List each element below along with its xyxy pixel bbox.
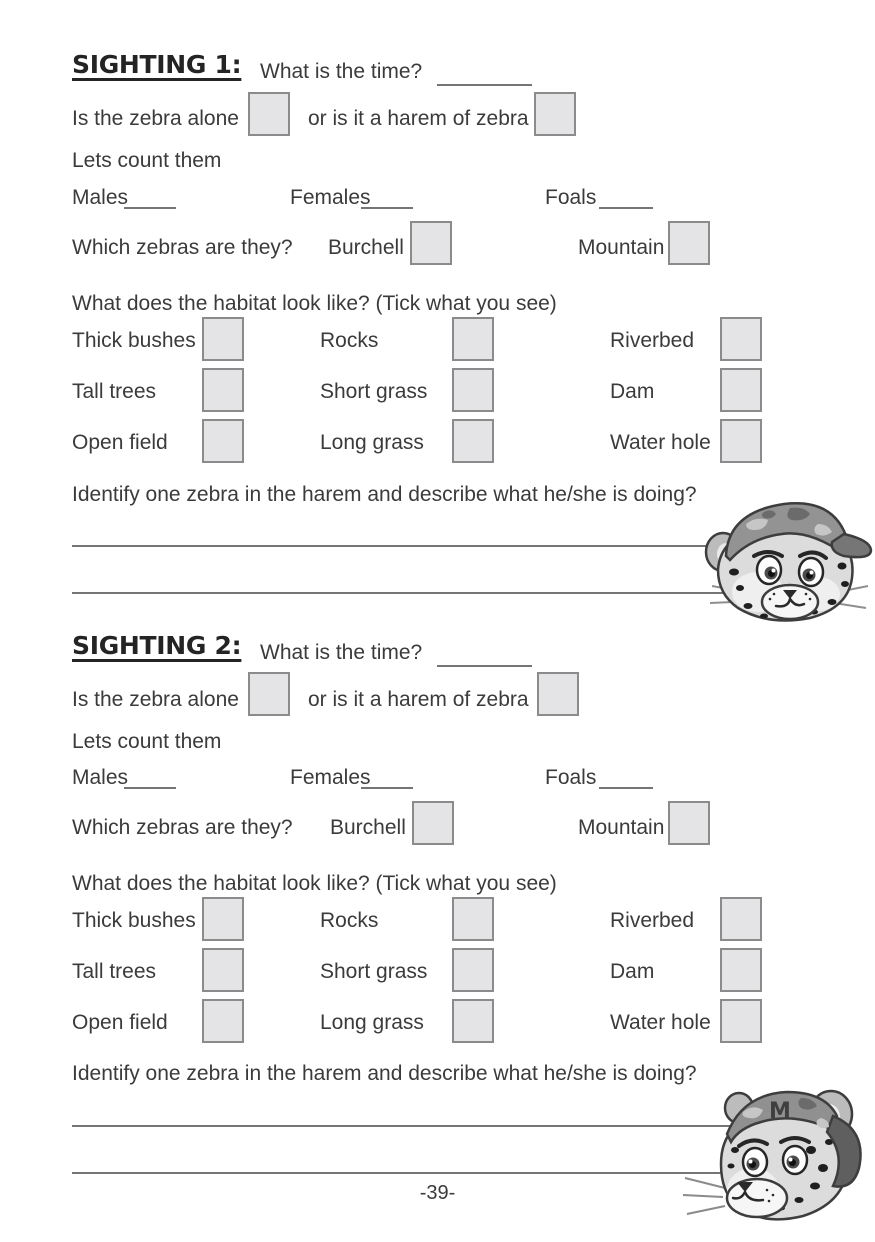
sighting1-habitat-short-grass-checkbox[interactable] — [452, 368, 494, 412]
mascot-cap-letter: M — [769, 1099, 791, 1124]
sighting2-mountain-label: Mountain — [578, 816, 665, 839]
sighting1-time-label: What is the time? — [260, 60, 423, 83]
sighting2-habitat-water-hole-label: Water hole — [610, 1011, 711, 1034]
sighting2-habitat-thick-bushes-label: Thick bushes — [72, 909, 196, 932]
sighting1-habitat-tall-trees-checkbox[interactable] — [202, 368, 244, 412]
sighting2-habitat-thick-bushes-checkbox[interactable] — [202, 897, 244, 941]
sighting1-females-label: Females — [290, 186, 371, 209]
sighting1-harem-label: or is it a harem of zebra — [308, 107, 529, 130]
sighting2-habitat-water-hole-checkbox[interactable] — [720, 999, 762, 1043]
sighting2-males-label: Males — [72, 766, 129, 789]
sighting1-habitat-label: What does the habitat look like? (Tick what you see) — [72, 292, 557, 315]
sighting2-habitat-riverbed-checkbox[interactable] — [720, 897, 762, 941]
sighting1-alone-label: Is the zebra alone — [72, 107, 239, 130]
sighting1-habitat-open-field-label: Open field — [72, 431, 168, 454]
sighting1-foals-label: Foals — [545, 186, 597, 209]
sighting1-habitat-riverbed-label: Riverbed — [610, 329, 695, 352]
sighting2-mountain-checkbox[interactable] — [668, 801, 710, 845]
leopard-mascot-illustration-top — [698, 490, 875, 623]
sighting1-harem-checkbox[interactable] — [534, 92, 576, 136]
leopard-mascot-illustration-bottom — [683, 1072, 875, 1242]
sighting1-habitat-dam-checkbox[interactable] — [720, 368, 762, 412]
sighting2-count-prompt: Lets count them — [72, 730, 222, 753]
sighting1-burchell-checkbox[interactable] — [410, 221, 452, 265]
sighting1-habitat-water-hole-label: Water hole — [610, 431, 711, 454]
sighting1-answer-line-1[interactable] — [72, 545, 747, 547]
sighting2-foals-label: Foals — [545, 766, 597, 789]
sighting2-harem-checkbox[interactable] — [537, 672, 579, 716]
sighting2-habitat-dam-label: Dam — [610, 960, 655, 983]
sighting2-habitat-short-grass-label: Short grass — [320, 960, 428, 983]
sighting1-habitat-long-grass-checkbox[interactable] — [452, 419, 494, 463]
page-number: -39- — [419, 1182, 456, 1204]
sighting2-females-label: Females — [290, 766, 371, 789]
sighting2-habitat-label: What does the habitat look like? (Tick what you see) — [72, 872, 557, 895]
sighting1-habitat-open-field-checkbox[interactable] — [202, 419, 244, 463]
sighting2-females-answer-line[interactable] — [361, 787, 413, 789]
sighting2-answer-line-2[interactable] — [72, 1172, 747, 1174]
sighting2-habitat-rocks-checkbox[interactable] — [452, 897, 494, 941]
sighting2-habitat-short-grass-checkbox[interactable] — [452, 948, 494, 992]
sighting1-habitat-thick-bushes-checkbox[interactable] — [202, 317, 244, 361]
sighting2-habitat-dam-checkbox[interactable] — [720, 948, 762, 992]
sighting2-habitat-rocks-label: Rocks — [320, 909, 379, 932]
sighting1-habitat-dam-label: Dam — [610, 380, 655, 403]
sighting1-mountain-label: Mountain — [578, 236, 665, 259]
sighting2-habitat-long-grass-checkbox[interactable] — [452, 999, 494, 1043]
sighting1-time-answer-line[interactable] — [437, 84, 532, 86]
sighting2-males-answer-line[interactable] — [124, 787, 176, 789]
sighting1-which-label: Which zebras are they? — [72, 236, 293, 259]
sighting1-habitat-tall-trees-label: Tall trees — [72, 380, 157, 403]
sighting2-burchell-checkbox[interactable] — [412, 801, 454, 845]
sighting1-heading: SIGHTING 1: — [72, 50, 242, 79]
sighting1-alone-checkbox[interactable] — [248, 92, 290, 136]
sighting1-males-label: Males — [72, 186, 129, 209]
sighting1-habitat-short-grass-label: Short grass — [320, 380, 428, 403]
sighting1-habitat-rocks-checkbox[interactable] — [452, 317, 494, 361]
sighting2-time-answer-line[interactable] — [437, 665, 532, 667]
sighting2-alone-checkbox[interactable] — [248, 672, 290, 716]
sighting1-count-prompt: Lets count them — [72, 149, 222, 172]
sighting1-males-answer-line[interactable] — [124, 207, 176, 209]
sighting2-habitat-long-grass-label: Long grass — [320, 1011, 424, 1034]
sighting2-identify-label: Identify one zebra in the harem and describe what he/she is doing? — [72, 1062, 697, 1085]
sighting2-habitat-riverbed-label: Riverbed — [610, 909, 695, 932]
sighting1-identify-label: Identify one zebra in the harem and describe what he/she is doing? — [72, 483, 697, 506]
sighting2-habitat-open-field-label: Open field — [72, 1011, 168, 1034]
sighting1-habitat-thick-bushes-label: Thick bushes — [72, 329, 196, 352]
sighting2-habitat-tall-trees-checkbox[interactable] — [202, 948, 244, 992]
sighting1-habitat-water-hole-checkbox[interactable] — [720, 419, 762, 463]
sighting1-mountain-checkbox[interactable] — [668, 221, 710, 265]
sighting2-harem-label: or is it a harem of zebra — [308, 688, 529, 711]
sighting2-habitat-open-field-checkbox[interactable] — [202, 999, 244, 1043]
sighting2-heading: SIGHTING 2: — [72, 631, 242, 660]
sighting1-burchell-label: Burchell — [328, 236, 404, 259]
sighting2-answer-line-1[interactable] — [72, 1125, 747, 1127]
sighting1-foals-answer-line[interactable] — [599, 207, 653, 209]
sighting2-which-label: Which zebras are they? — [72, 816, 293, 839]
sighting1-answer-line-2[interactable] — [72, 592, 747, 594]
sighting1-habitat-long-grass-label: Long grass — [320, 431, 424, 454]
sighting2-alone-label: Is the zebra alone — [72, 688, 239, 711]
sighting1-habitat-rocks-label: Rocks — [320, 329, 379, 352]
sighting2-foals-answer-line[interactable] — [599, 787, 653, 789]
sighting2-burchell-label: Burchell — [330, 816, 406, 839]
sighting1-habitat-riverbed-checkbox[interactable] — [720, 317, 762, 361]
sighting2-habitat-tall-trees-label: Tall trees — [72, 960, 157, 983]
sighting2-time-label: What is the time? — [260, 641, 423, 664]
sighting1-females-answer-line[interactable] — [361, 207, 413, 209]
